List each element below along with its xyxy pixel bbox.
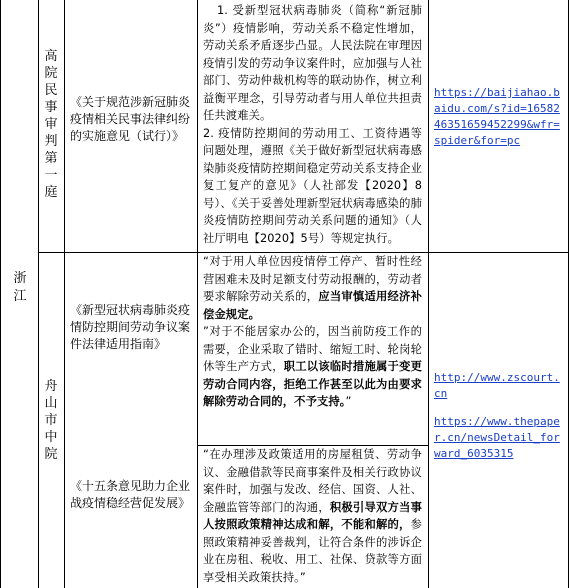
- source-link[interactable]: [434, 414, 564, 462]
- table-divider-court: [64, 0, 65, 588]
- province-cell: 浙江: [13, 271, 27, 304]
- source-link[interactable]: [434, 85, 564, 149]
- document-title: 《十五条意见助力企业战疫情稳经营促发展》: [70, 479, 191, 510]
- emphasis-text: 应当审慎适用经济补偿金规定。: [203, 290, 422, 321]
- content-cell: “在办理涉及政策适用的房屋租赁、劳动争议、金融借款等民商事案件及相关行政协议案件时，加强与发改、经信、国资、人社、金融监管等部门的沟通，积极引导双方当事人按照政策精神达成和解，不能和解的，参照政策精神妥善裁判，让符合条件的涉诉企业在房租、税收、用工、社保、贷款等方面享受相关政策扶持。”: [203, 448, 422, 584]
- emphasis-text: 积极引导双方当事人按照政策精神达成和解，不能和解的，: [203, 500, 422, 531]
- table-divider-province: [38, 0, 39, 588]
- table-divider-content: [428, 0, 429, 588]
- source-link-text[interactable]: https://baijiahao.baidu.com/s?id=1658246351659452299&wfr=spider&for=pc: [434, 86, 560, 147]
- table-border-left: [0, 0, 1, 588]
- source-link-text[interactable]: https://www.thepaper.cn/newsDetail_forward_6035315: [434, 415, 560, 460]
- content-paragraph: 2. 疫情防控期间的劳动用工、工资待遇等问题处理，遵照《关于做好新型冠状病毒感染肺炎疫情防控期间稳定劳动关系支持企业复工复产的意见》（人社部发【2020】8号）、《关于妥善处理新型冠状病毒感染的肺炎疫情防控期间劳动关系问题的通知》（人社厅明电【2020】5号）等规定执行。: [203, 126, 422, 245]
- table-divider-document: [197, 0, 198, 588]
- court-cell: 舟山市中院: [44, 379, 58, 462]
- table-border-right: [568, 0, 569, 588]
- content-paragraph: 1. 受新型冠状病毒肺炎（简称“新冠肺炎”）疫情影响，劳动关系不稳定性增加，劳动关系矛盾逐步凸显。人民法院在审理因疫情引发的劳动争议案件时，应加强与人社部门、劳动仲裁机构等的联动协作，树立利益衡平理念，引导劳动者与用人单位共担责任共渡难关。: [203, 4, 422, 122]
- content-cell: “对于用人单位因疫情停工停产、暂时性经营困难未及时足额支付劳动报酬的，劳动者要求解除劳动关系的，应当审慎适用经济补偿金规定。 ”对于不能居家办公的，因当前防疫工作的需要，企业采取了错时、缩短工时、轮岗轮休等生产方式，职工以该临时措施属于变更劳动合同内容，拒绝工作甚至以此为由要求解除劳动合同的，不予支持。”: [203, 255, 422, 408]
- document-title: 《关于规范涉新冠肺炎疫情相关民事法律纠纷的实施意见（试行）》: [70, 95, 191, 143]
- source-link-text[interactable]: http://www.zscourt.cn: [434, 371, 560, 400]
- emphasis-text: 职工以该临时措施属于变更劳动合同内容，拒绝工作甚至以此为由要求解除劳动合同的，不予支持。: [203, 360, 422, 408]
- source-link[interactable]: [434, 370, 564, 402]
- document-title: 《新型冠状病毒肺炎疫情防控期间劳动争议案件法律适用指南》: [70, 303, 191, 351]
- court-cell: 高院民事审判第一庭: [44, 49, 58, 200]
- content-cell: [203, 2, 422, 247]
